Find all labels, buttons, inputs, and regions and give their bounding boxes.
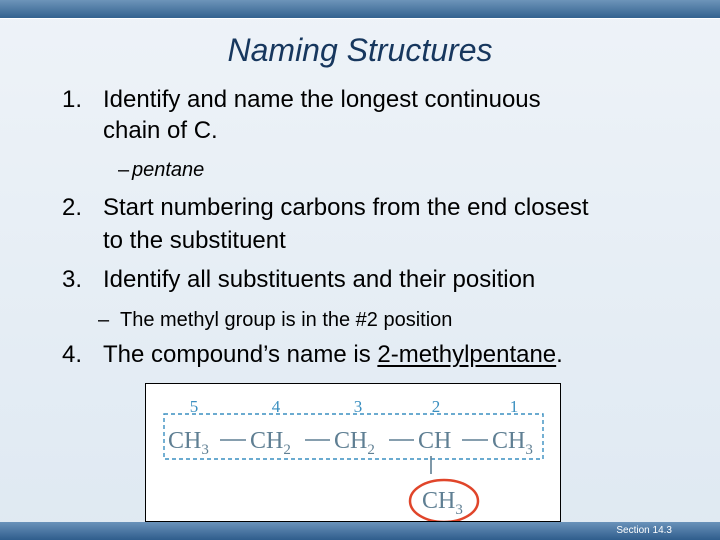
step-2-line-1: Start numbering carbons from the end closest xyxy=(103,194,589,221)
carbon-4-group: $CH_2$ xyxy=(250,428,291,458)
step-2-line-2: to the substituent xyxy=(103,227,286,254)
structural-formula-figure xyxy=(145,383,561,522)
carbon-2-group: CH xyxy=(418,428,452,454)
step-1-sub-text: pentane xyxy=(132,159,205,181)
section-footer: Section 14.3 xyxy=(616,525,672,536)
carbon-5-group: $CH_3$ xyxy=(168,428,209,458)
carbon-3-group: $CH_2$ xyxy=(334,428,375,458)
step-3-number: 3. xyxy=(62,266,83,293)
step-1-number: 1. xyxy=(62,86,83,113)
step-4-number: 4. xyxy=(62,341,83,368)
step-3-sub-dash: – xyxy=(98,309,110,331)
step-1-line-2: chain of C. xyxy=(103,117,218,144)
bottom-decorative-bar xyxy=(0,522,720,540)
structural-formula-svg xyxy=(146,384,560,521)
compound-name: 2-methylpentane xyxy=(377,341,557,368)
step-4-text-after: . xyxy=(556,341,563,368)
step-3-sub-text: The methyl group is in the #2 position xyxy=(120,309,453,331)
step-4-line xyxy=(103,341,563,369)
step-3-line-1: Identify all substituents and their position xyxy=(103,266,536,293)
carbon-index-5: 5 xyxy=(189,397,199,416)
carbon-index-2: 2 xyxy=(431,397,441,416)
slide-title: Naming Structures xyxy=(227,32,493,68)
top-decorative-bar xyxy=(0,0,720,19)
step-1-sub-dash: – xyxy=(118,159,130,181)
carbon-1-group: $CH_3$ xyxy=(492,428,533,458)
carbon-index-4: 4 xyxy=(271,397,281,416)
step-2-number: 2. xyxy=(62,194,83,221)
step-1-line-1: Identify and name the longest continuous xyxy=(103,86,541,113)
methyl-branch-group: $CH_3$ xyxy=(422,488,463,518)
step-4-text-before: The compound’s name is xyxy=(103,341,378,368)
carbon-index-3: 3 xyxy=(353,397,363,416)
carbon-index-1: 1 xyxy=(509,397,519,416)
